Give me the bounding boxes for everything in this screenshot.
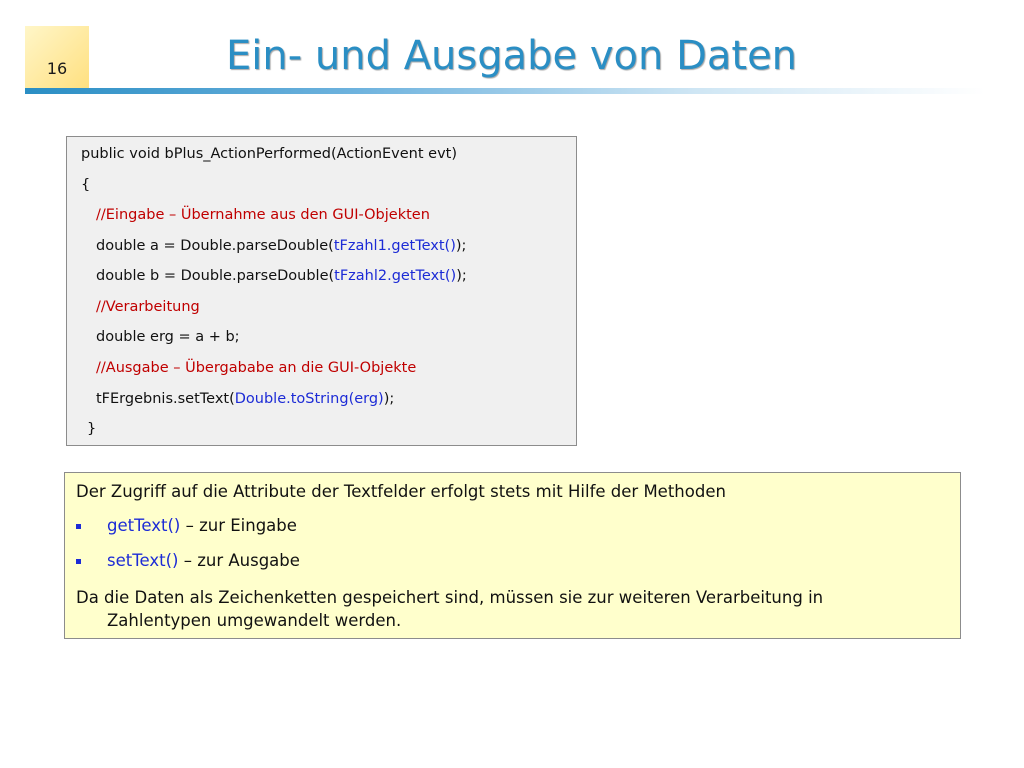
info-note-line1: Da die Daten als Zeichenketten gespeichert sind, müssen sie zur weiteren Verarbeitung in — [76, 588, 824, 607]
code-open-brace: { — [81, 177, 91, 193]
bullet-settext-rest: – zur Ausgabe — [178, 551, 300, 570]
bullet-settext — [107, 550, 300, 572]
info-note-line2: Zahlentypen umgewandelt werden. — [107, 611, 402, 630]
code-line-b-suffix: ); — [456, 268, 467, 284]
code-line-b-method: tFzahl2.getText() — [334, 268, 457, 284]
code-line-a-method: tFzahl1.getText() — [333, 238, 456, 254]
info-intro: Der Zugriff auf die Attribute der Textfelder erfolgt stets mit Hilfe der Methoden — [76, 482, 726, 501]
bullet-settext-method: setText() — [107, 551, 179, 570]
code-line-erg: double erg = a + b; — [96, 329, 240, 345]
code-line-a — [96, 236, 466, 256]
bullet-icon — [76, 559, 81, 564]
code-line-b-prefix: double b = Double.parseDouble( — [96, 268, 335, 284]
bullet-gettext — [107, 515, 297, 537]
bullet-gettext-rest: – zur Eingabe — [180, 516, 297, 535]
code-signature: public void bPlus_ActionPerformed(ActionEvent evt) — [81, 146, 458, 162]
slide-title: Ein- und Ausgabe von Daten — [226, 33, 798, 79]
code-line-settext-prefix: tFErgebnis.setText( — [96, 391, 235, 407]
code-line-b — [96, 266, 467, 286]
page-number-badge — [25, 26, 89, 88]
code-comment-processing: //Verarbeitung — [96, 299, 200, 315]
info-box — [64, 472, 961, 639]
code-line-a-suffix: ); — [455, 238, 467, 254]
code-line-settext-method: Double.toString(erg) — [234, 391, 384, 407]
title-underline — [25, 88, 985, 94]
code-line-settext — [96, 389, 394, 409]
code-comment-input: //Eingabe – Übernahme aus den GUI-Objekten — [96, 207, 430, 223]
code-close-brace: } — [87, 421, 97, 437]
bullet-gettext-method: getText() — [107, 516, 181, 535]
page-number: 16 — [46, 59, 68, 78]
code-line-settext-suffix: ); — [383, 391, 395, 407]
code-line-a-prefix: double a = Double.parseDouble( — [96, 238, 334, 254]
code-block — [66, 136, 577, 446]
code-comment-output: //Ausgabe – Übergababe an die GUI-Objekte — [96, 360, 417, 376]
bullet-icon — [76, 524, 81, 529]
